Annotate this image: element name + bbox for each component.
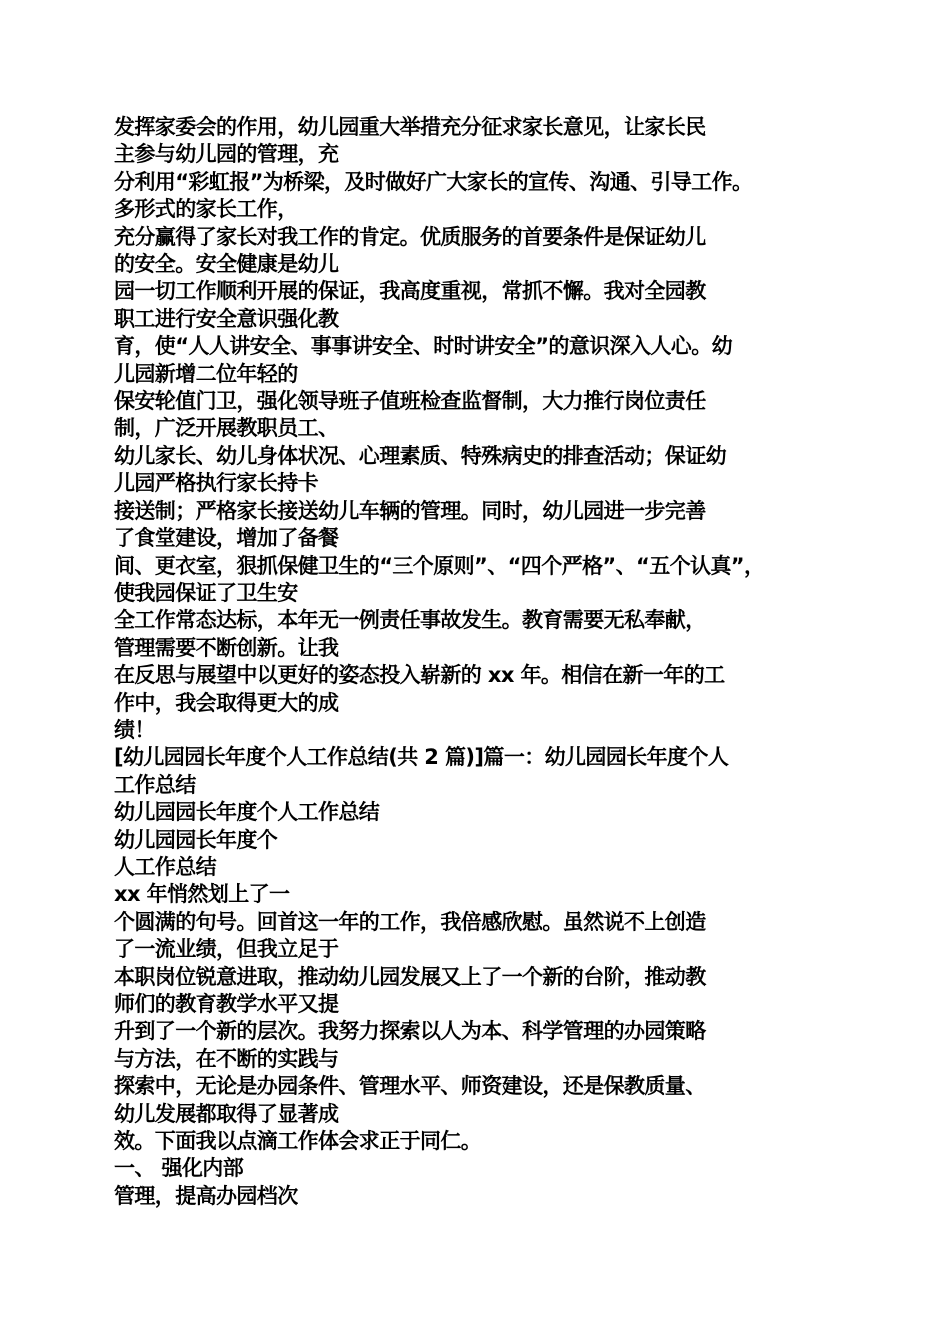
heading-line: 幼儿园园长年度个人工作总结 xyxy=(114,800,380,825)
text-line: 作中，我会取得更大的成 xyxy=(114,690,339,715)
text-line: 保安轮值门卫，强化领导班子值班检查监督制，大力推行岗位责任 xyxy=(114,389,706,414)
text-line: 育，使“人人讲安全、事事讲安全、时时讲安全”的意识深入人心。幼 xyxy=(114,334,733,359)
text-line: 园一切工作顺利开展的保证，我高度重视，常抓不懈。我对全园教 xyxy=(114,279,706,304)
text-line: 使我园保证了卫生安 xyxy=(114,580,298,605)
text-line: 了一流业绩，但我立足于 xyxy=(114,937,339,962)
text-line: 分利用“彩虹报”为桥梁，及时做好广大家长的宣传、沟通、引导工作。 xyxy=(114,169,753,194)
heading-line: 人工作总结 xyxy=(114,854,216,879)
text-line: 效。下面我以点滴工作体会求正于同仁。 xyxy=(114,1129,482,1154)
text-line: 接送制；严格家长接送幼儿车辆的管理。同时，幼儿园进一步完善 xyxy=(114,498,706,523)
text-line: xx 年悄然划上了一 xyxy=(114,882,290,907)
text-line: 的安全。安全健康是幼儿 xyxy=(114,252,339,277)
text-line: 儿园严格执行家长持卡 xyxy=(114,471,318,496)
subheading-line: 一、 强化内部 xyxy=(114,1156,244,1181)
text-line: 本职岗位锐意进取，推动幼儿园发展又上了一个新的台阶，推动教 xyxy=(114,964,706,989)
text-line: 制，广泛开展教职员工、 xyxy=(114,416,339,441)
text-line: 师们的教育教学水平又提 xyxy=(114,992,339,1016)
text-line: 个圆满的句号。回首这一年的工作，我倍感欣慰。虽然说不上创造 xyxy=(114,909,706,934)
text-line: 儿园新增二位年轻的 xyxy=(114,361,298,386)
text-line: 升到了一个新的层次。我努力探索以人为本、科学管理的办园策略 xyxy=(114,1019,706,1044)
text-line: 探索中，无论是办园条件、管理水平、师资建设，还是保教质量、 xyxy=(114,1074,706,1099)
section-title-line: 工作总结 xyxy=(114,772,196,797)
section-title-line: [幼儿园园长年度个人工作总结(共 2 篇)]篇一：幼儿园园长年度个人 xyxy=(114,745,729,770)
text-line: 幼儿家长、幼儿身体状况、心理素质、特殊病史的排查活动；保证幼 xyxy=(114,443,726,468)
text-line: 了食堂建设，增加了备餐 xyxy=(114,526,339,551)
text-line: 发挥家委会的作用，幼儿园重大举措充分征求家长意见，让家长民 xyxy=(114,115,706,139)
text-line: 管理需要不断创新。让我 xyxy=(114,635,339,660)
text-line: 主参与幼儿园的管理，充 xyxy=(114,142,339,167)
heading-line: 幼儿园园长年度个 xyxy=(114,827,278,852)
text-line: 职工进行安全意识强化教 xyxy=(114,306,339,331)
subheading-line: 管理，提高办园档次 xyxy=(114,1183,298,1208)
text-line: 全工作常态达标，本年无一例责任事故发生。教育需要无私奉献， xyxy=(114,608,706,633)
text-line: 幼儿发展都取得了显著成 xyxy=(114,1101,339,1126)
text-line: 多形式的家长工作， xyxy=(114,197,298,222)
text-line: 绩！ xyxy=(114,717,155,742)
document-page xyxy=(114,114,854,1210)
text-line: 与方法，在不断的实践与 xyxy=(114,1046,339,1071)
text-line: 间、更衣室，狠抓保健卫生的“三个原则”、“四个严格”、“五个认真”， xyxy=(114,553,765,578)
text-line: 在反思与展望中以更好的姿态投入崭新的 xx 年。相信在新一年的工 xyxy=(114,663,725,688)
text-line: 充分赢得了家长对我工作的肯定。优质服务的首要条件是保证幼儿 xyxy=(114,224,706,249)
